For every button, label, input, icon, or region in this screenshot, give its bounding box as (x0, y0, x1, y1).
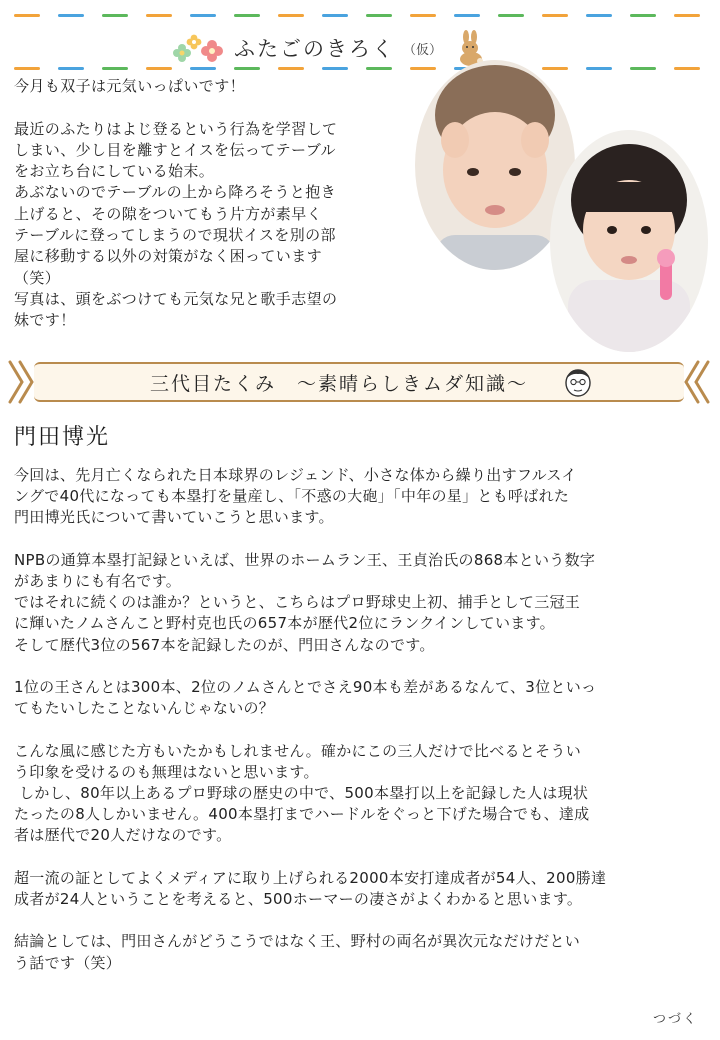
dash-segment (14, 67, 40, 70)
dash-segment (14, 14, 40, 17)
dash-segment (410, 14, 436, 17)
dash-segment (366, 67, 392, 70)
dash-segment (58, 67, 84, 70)
intro-text: 今月も双子は元気いっぱいです！ 最近のふたりはよじ登るという行為を学習して しまい、少し目を離すとイスを伝ってテーブル をお立ち台にしている始末。 あぶないのでテーブルの上から降ろそうと抱き 上げると、その隙をついてもう片方が素早く テーブルに登ってしまうので現状イスを別の部 屋に移動する以外の対策がなく困っています （笑） 写真は、頭をぶつけても元気な兄と歌手志望の 妹です！ (14, 77, 338, 330)
article-paragraph: 超一流の証としてよくメディアに取り上げられる2000本安打達成者が54人、200勝達 成者が24人ということを考えると、500ホーマーの凄さがよくわかると思います。 (14, 868, 607, 908)
dash-segment (586, 14, 612, 17)
dash-segment (146, 67, 172, 70)
dash-segment (454, 14, 480, 17)
dash-segment (542, 67, 568, 70)
dash-segment (234, 67, 260, 70)
article-heading: 門田博光 (14, 425, 111, 450)
dash-segment (278, 67, 304, 70)
article-paragraph: NPBの通算本塁打記録といえば、世界のホームラン王、王貞治氏の868本という数字 があまりにも有名です。 ではそれに続くのは誰か？というと、こちらはプロ野球史上初、捕手として三冠王 に輝いたノムさんこと野村克也氏の657本が歴代2位にランクインしています。 そして歴代3位の567本を記録したのが、門田さんなのです。 (14, 550, 596, 654)
dash-segment (630, 14, 656, 17)
article-paragraph: こんな風に感じた方もいたかもしれません。確かにこの三人だけで比べるとそうい う印象を受けるのも無理はないと思います。 しかし、80年以上あるプロ野球の歴史の中で、500本塁打以上を記録した人は現状 たったの8人しかいません。400本塁打までハードルをぐっと下げた場合でも、達成 者は歴代で20人だけなのです。 (14, 741, 590, 845)
dash-segment (102, 67, 128, 70)
dash-segment (234, 14, 260, 17)
dash-segment (586, 67, 612, 70)
article-body (14, 465, 710, 995)
article-paragraph: 結論としては、門田さんがどうこうではなく王、野村の両名が異次元なだけだとい う話です（笑） (14, 932, 581, 972)
dash-segment (58, 14, 84, 17)
dash-segment (190, 67, 216, 70)
dash-segment (498, 14, 524, 17)
closing-text: つづく (652, 1012, 698, 1027)
article-paragraph: 1位の王さんとは300本、2位のノムさんとでさえ90本も差があるなんて、3位といっ てもたいしたことないんじゃないの？ (14, 678, 597, 718)
photo-girl (550, 130, 708, 352)
dash-segment (102, 14, 128, 17)
flower-icon (172, 33, 228, 63)
page-title: ふたごのきろく (234, 37, 395, 61)
face-sketch-icon (562, 366, 594, 398)
dash-segment (322, 67, 348, 70)
dash-segment (630, 67, 656, 70)
dash-segment (322, 14, 348, 17)
banner-title: 三代目たくみ ～素晴らしきムダ知識～ (149, 372, 528, 395)
page-header (172, 33, 488, 63)
dash-segment (278, 14, 304, 17)
dash-segment (366, 14, 392, 17)
dash-segment (190, 14, 216, 17)
page-subtitle: （仮） (403, 42, 443, 58)
dash-segment (542, 14, 568, 17)
dash-segment (674, 14, 700, 17)
dash-segment (674, 67, 700, 70)
dash-segment (146, 14, 172, 17)
article-paragraph: 今回は、先月亡くなられた日本球界のレジェンド、小さな体から繰り出すフルスイ ングで40代になっても本塁打を量産し、「不惑の大砲」「中年の星」とも呼ばれた 門田博光氏について書いていこうと思います。 (14, 466, 577, 527)
section-banner (6, 358, 712, 406)
dash-segment (410, 67, 436, 70)
top-dash-line-2 (14, 67, 702, 70)
top-dash-line-1 (14, 14, 702, 17)
